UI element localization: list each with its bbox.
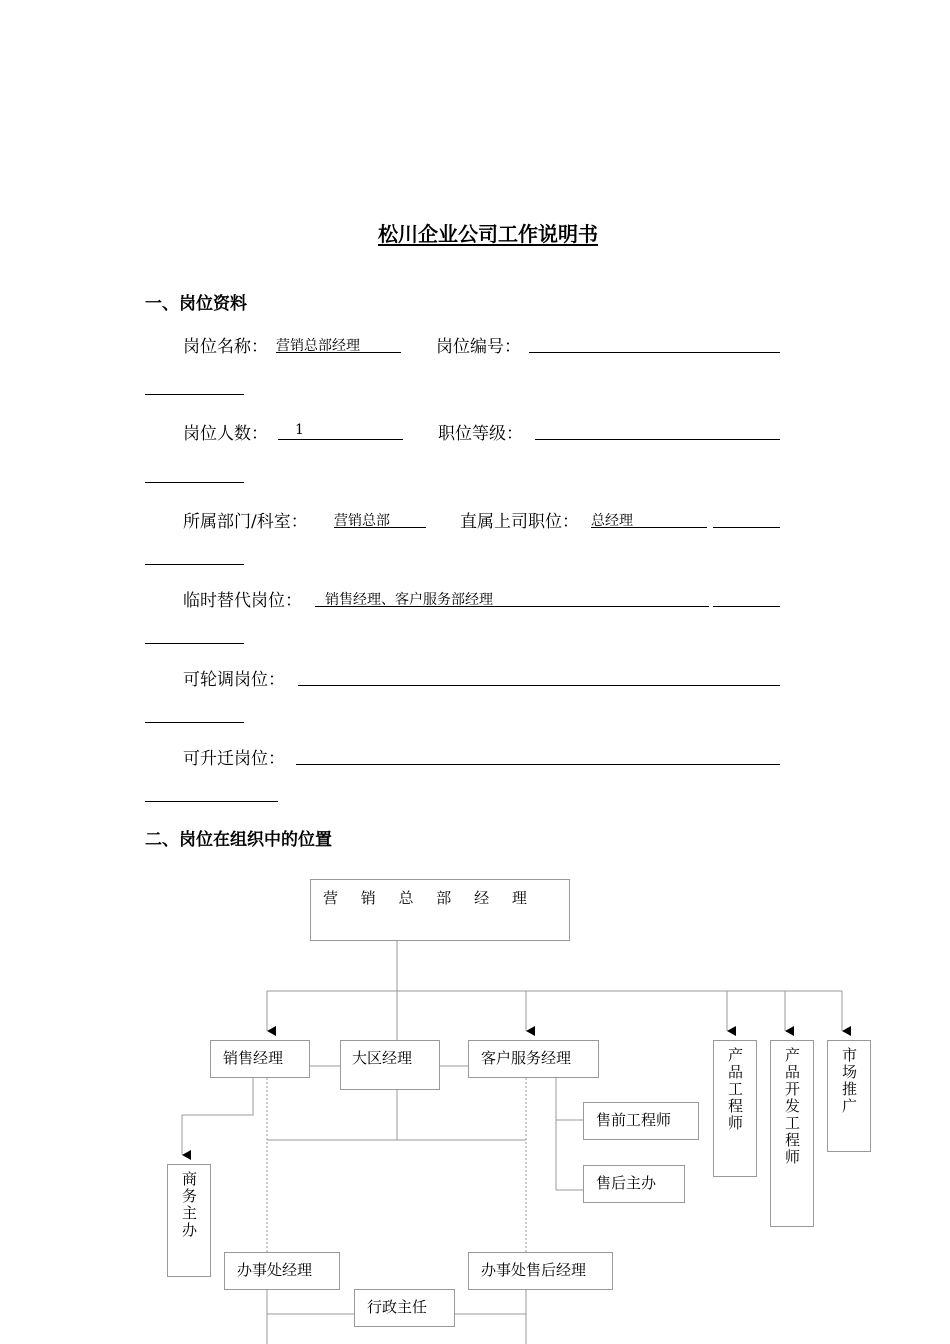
org-label-product-dev-engineer: 产品开发工程师 [783,1047,801,1166]
org-label-aftersales-lead: 售后主办 [596,1174,657,1192]
document-title: 松川企业公司工作说明书 [378,222,598,246]
org-box-sales-manager [210,1040,310,1078]
section-heading-post-info: 一、岗位资料 [145,294,247,314]
org-label-presales-engineer: 售前工程师 [596,1111,672,1129]
superior-label: 直属上司职位： [460,512,579,532]
department-value: 营销总部 [334,513,390,529]
org-box-cs-manager [468,1040,599,1078]
org-label-business-lead: 商务主办 [180,1171,198,1239]
org-label-sales-manager: 销售经理 [223,1049,284,1067]
superior-value: 总经理 [591,513,633,529]
promotion-label: 可升迁岗位： [183,749,285,769]
org-box-product-engineer [713,1040,757,1177]
org-box-presales-engineer [583,1102,699,1140]
department-label: 所属部门/科室： [183,512,308,532]
org-label-marketing-gm: 营 销 总 部 经 理 [323,889,536,907]
connector-to-business-lead [182,1078,253,1155]
substitute-label: 临时替代岗位： [183,591,302,611]
rotation-label: 可轮调岗位： [183,670,285,690]
org-box-aftersales-lead [583,1165,685,1203]
org-box-office-manager [224,1252,340,1290]
post-name-value: 营销总部经理 [276,338,360,354]
headcount-value: 1 [295,422,304,438]
org-box-marketing-gm [310,879,570,941]
org-label-cs-manager: 客户服务经理 [481,1049,572,1067]
org-box-marketing [827,1040,871,1152]
grade-label: 职位等级： [438,424,523,444]
section-heading-org-position: 二、岗位在组织中的位置 [145,830,332,850]
org-label-admin-director: 行政主任 [367,1298,428,1316]
org-label-region-manager: 大区经理 [352,1049,413,1067]
org-label-marketing: 市场推广 [840,1047,858,1115]
post-number-label: 岗位编号： [436,337,521,357]
post-name-label: 岗位名称： [183,337,268,357]
org-box-office-aftersales-manager [468,1252,613,1290]
headcount-label: 岗位人数： [183,424,268,444]
org-box-business-lead [167,1164,211,1277]
substitute-value: 销售经理、客户服务部经理 [325,592,493,608]
org-box-product-dev-engineer [770,1040,814,1227]
org-label-product-engineer: 产品工程师 [726,1047,744,1132]
org-box-admin-director [354,1289,455,1327]
org-box-region-manager [340,1040,440,1090]
org-label-office-manager: 办事处经理 [237,1261,313,1279]
org-label-office-aftersales-manager: 办事处售后经理 [481,1261,587,1279]
